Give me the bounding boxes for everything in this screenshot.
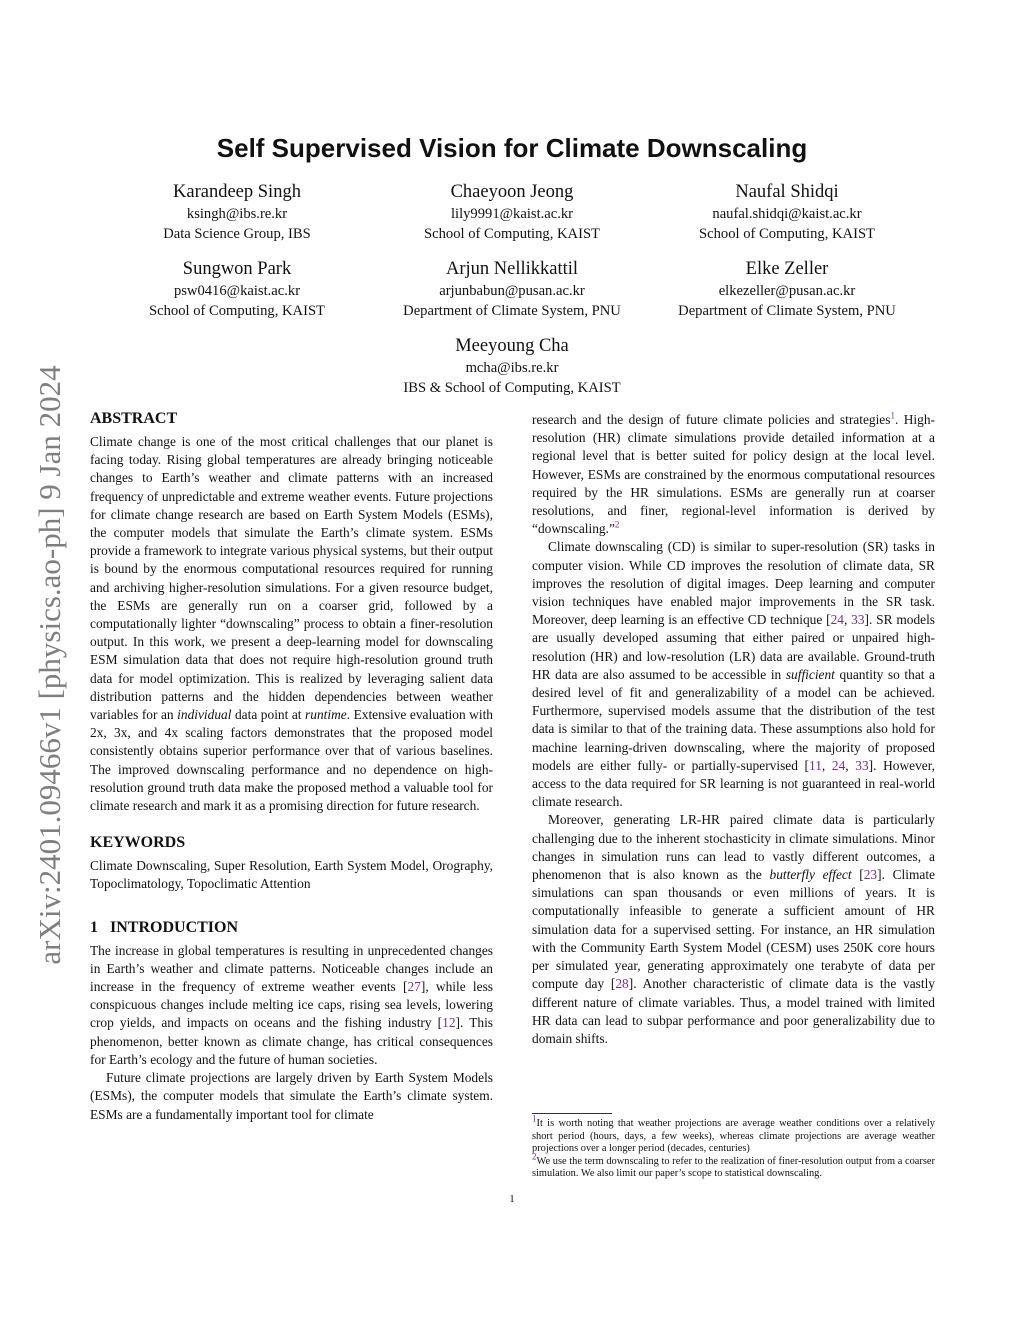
author-email: mcha@ibs.re.kr [465, 360, 559, 376]
author-email: arjunbabun@pusan.ac.kr [439, 283, 585, 299]
author-name: Chaeyoon Jeong [450, 182, 574, 202]
author-name: Sungwon Park [182, 259, 292, 279]
citation-link[interactable]: 27 [407, 979, 421, 995]
paper-title: Self Supervised Vision for Climate Downscaling [216, 133, 808, 163]
paragraph: 2We use the term downscaling to refer to the realization of finer-resolution output from a coarser simulation. We also limit our paper’s scope to statistical downscaling. [532, 1151, 935, 1180]
abstract-heading: ABSTRACT [90, 410, 178, 427]
author-block [637, 257, 937, 321]
footnotes [532, 1113, 935, 1181]
author-affiliation: School of Computing, KAIST [424, 226, 600, 242]
paragraph: Future climate projections are largely driven by Earth System Models (ESMs), the computer models that simulate the Earth’s climate system. ESMs are a fundamentally important tool for climate [90, 1070, 493, 1122]
author-name: Meeyoung Cha [455, 336, 569, 356]
footnote-marker: 1 [532, 1113, 537, 1124]
author-affiliation: Department of Climate System, PNU [403, 303, 621, 319]
citation-link[interactable]: 33 [855, 757, 869, 773]
emphasis-text: butterfly effect [769, 867, 852, 883]
citation-link[interactable]: 28 [615, 976, 629, 992]
right-column [532, 411, 935, 1048]
author-email: naufal.shidqi@kaist.ac.kr [712, 206, 862, 222]
abstract-body [90, 433, 493, 815]
citation-link[interactable]: 24 [830, 612, 844, 628]
page-number: 1 [509, 1193, 515, 1205]
author-name: Elke Zeller [745, 259, 829, 279]
author-block [362, 334, 662, 398]
author-affiliation: Data Science Group, IBS [163, 226, 311, 242]
author-block [362, 257, 662, 321]
author-affiliation: School of Computing, KAIST [699, 226, 875, 242]
author-name: Arjun Nellikkattil [445, 259, 579, 279]
footnote-marker[interactable]: 2 [614, 519, 620, 530]
author-block [87, 180, 387, 244]
citation-link[interactable]: 12 [442, 1015, 456, 1031]
author-email: elkezeller@pusan.ac.kr [718, 283, 856, 299]
author-block [87, 257, 387, 321]
paragraph: Climate change is one of the most critical challenges that our planet is facing today. Rising global temperatures are already bringing noticeable changes to Earth’s weather and climate patterns with an increased frequency of unpredictable and extreme weather events. Future projections for climate change research are based on Earth System Models (ESMs), the computer models that simulate the Earth’s climate system. ESMs provide a framework to integrate various physical systems, but their output is bound by the enormous computational resources required for running and archiving higher-resolution simulations. For a given resource budget, the ESMs are generally run on a coarser grid, followed by a computationally lighter “downscaling” process to obtain a finer-resolution output. In this work, we present a deep-learning model for downscaling ESM simulation data that does not require high-resolution ground truth data for model optimization. This is realized by leveraging salient data distribution patterns and the hidden dependencies between weather variables for an individual data point at runtime. Extensive evaluation with 2x, 3x, and 4x scaling factors demonstrates that the proposed model consistently obtains superior performance over that of various baselines. The improved downscaling performance and no dependence on high-resolution ground truth data make the proposed method a valuable tool for climate research and mark it as a promising direction for future research. [90, 434, 493, 814]
author-email: ksingh@ibs.re.kr [186, 206, 288, 222]
emphasis-text: individual [177, 707, 232, 723]
citation-link[interactable]: 33 [851, 612, 865, 628]
citation-link[interactable]: 24 [831, 757, 846, 773]
footnote-rule [532, 1113, 612, 1114]
author-block [637, 180, 937, 244]
citation-link[interactable]: 11 [809, 757, 822, 773]
emphasis-text: sufficient [785, 666, 835, 682]
intro-right-body [532, 411, 935, 1048]
emphasis-text: runtime [305, 707, 347, 723]
author-block [362, 180, 662, 244]
citation-link[interactable]: 23 [863, 867, 878, 883]
paragraph: The increase in global temperatures is resulting in unprecedented changes in Earth’s weather and climate patterns. Noticeable changes include an increase in the frequency of extreme weather events [27], while less conspicuous changes include melting ice caps, rising sea levels, lowering crop yields, and impacts on oceans and the fishing industry [12]. This phenomenon, better known as climate change, has critical consequences for Earth’s ecology and the future of human societies. [90, 942, 493, 1067]
author-email: psw0416@kaist.ac.kr [173, 283, 301, 299]
footnote-marker: 2 [532, 1151, 537, 1162]
introduction-heading: 1 INTRODUCTION [90, 918, 239, 936]
author-affiliation: Department of Climate System, PNU [678, 303, 896, 319]
keywords-heading: KEYWORDS [90, 834, 186, 852]
intro-left-body [90, 942, 493, 1124]
paragraph: Climate downscaling (CD) is similar to super-resolution (SR) tasks in computer vision. While CD improves the resolution of climate data, SR improves the resolution of digital images. Deep learning and computer vision techniques have enabled major improvements in the SR task. Moreover, deep learning is an effective CD technique [24, 33]. SR models are usually developed assuming that either paired or unpaired high-resolution (HR) and low-resolution (LR) data are available. Ground-truth HR data are also assumed to be accessible in sufficient quantity so that a desired level of fit and generalizability of a model can be achieved. Furthermore, supervised models assume that the distribution of the test data is similar to that of the training data. These assumptions also hold for machine learning-driven downscaling, where the majority of proposed models are either fully- or partially-supervised [11, 24, 33]. However, access to the data required for SR learning is not guaranteed in real-world climate research. [532, 539, 936, 810]
author-affiliation: School of Computing, KAIST [149, 303, 325, 319]
author-name: Karandeep Singh [173, 182, 301, 202]
left-column [90, 409, 493, 1124]
paragraph: 1It is worth noting that weather projections are average weather conditions over a relatively short period (hours, days, a few weeks), whereas climate projections are average weather projections over a longer period (decades, centuries) [532, 1113, 935, 1155]
author-affiliation: IBS & School of Computing, KAIST [403, 380, 621, 396]
author-email: lily9991@kaist.ac.kr [450, 206, 574, 222]
author-name: Naufal Shidqi [735, 182, 839, 202]
keywords-text: Climate Downscaling, Super Resolution, Earth System Model, Orography, Topoclimatology, Topoclimatic Attention [90, 858, 493, 892]
paragraph: research and the design of future climate policies and strategies$^1$. High-resolution (HR) climate simulations provide detailed information at a regional level that is better suited for policy design at the local level. However, ESMs are constrained by the enormous computational resources required by the HR simulations. ESMs are generally run at coarser resolutions, and finer, regional-level information is derived by “downscaling.”$^2$ [532, 410, 935, 537]
arxiv-side-stamp: arXiv:2401.09466v1 [physics.ao-ph] 9 Jan 2024 [32, 365, 67, 965]
paragraph: Moreover, generating LR-HR paired climate data is particularly challenging due to the inherent stochasticity in climate simulations. Minor changes in simulation runs can lead to vastly different outcomes, a phenomenon that is also known as the butterfly effect [23]. Climate simulations can span thousands or even millions of years. It is computationally infeasible to generate a sufficient amount of HR simulation data for a supervised setting. For instance, an HR simulation with the Community Earth System Model (CESM) uses 250K core hours per simulated year, generating approximately one terabyte of data per compute day [28]. Another characteristic of climate data is the vastly different nature of climate variables. Thus, a model trained with limited HR data can lead to subpar performance and poor generalizability due to domain shifts. [532, 812, 935, 1046]
footnote-marker[interactable]: 1 [890, 410, 895, 421]
